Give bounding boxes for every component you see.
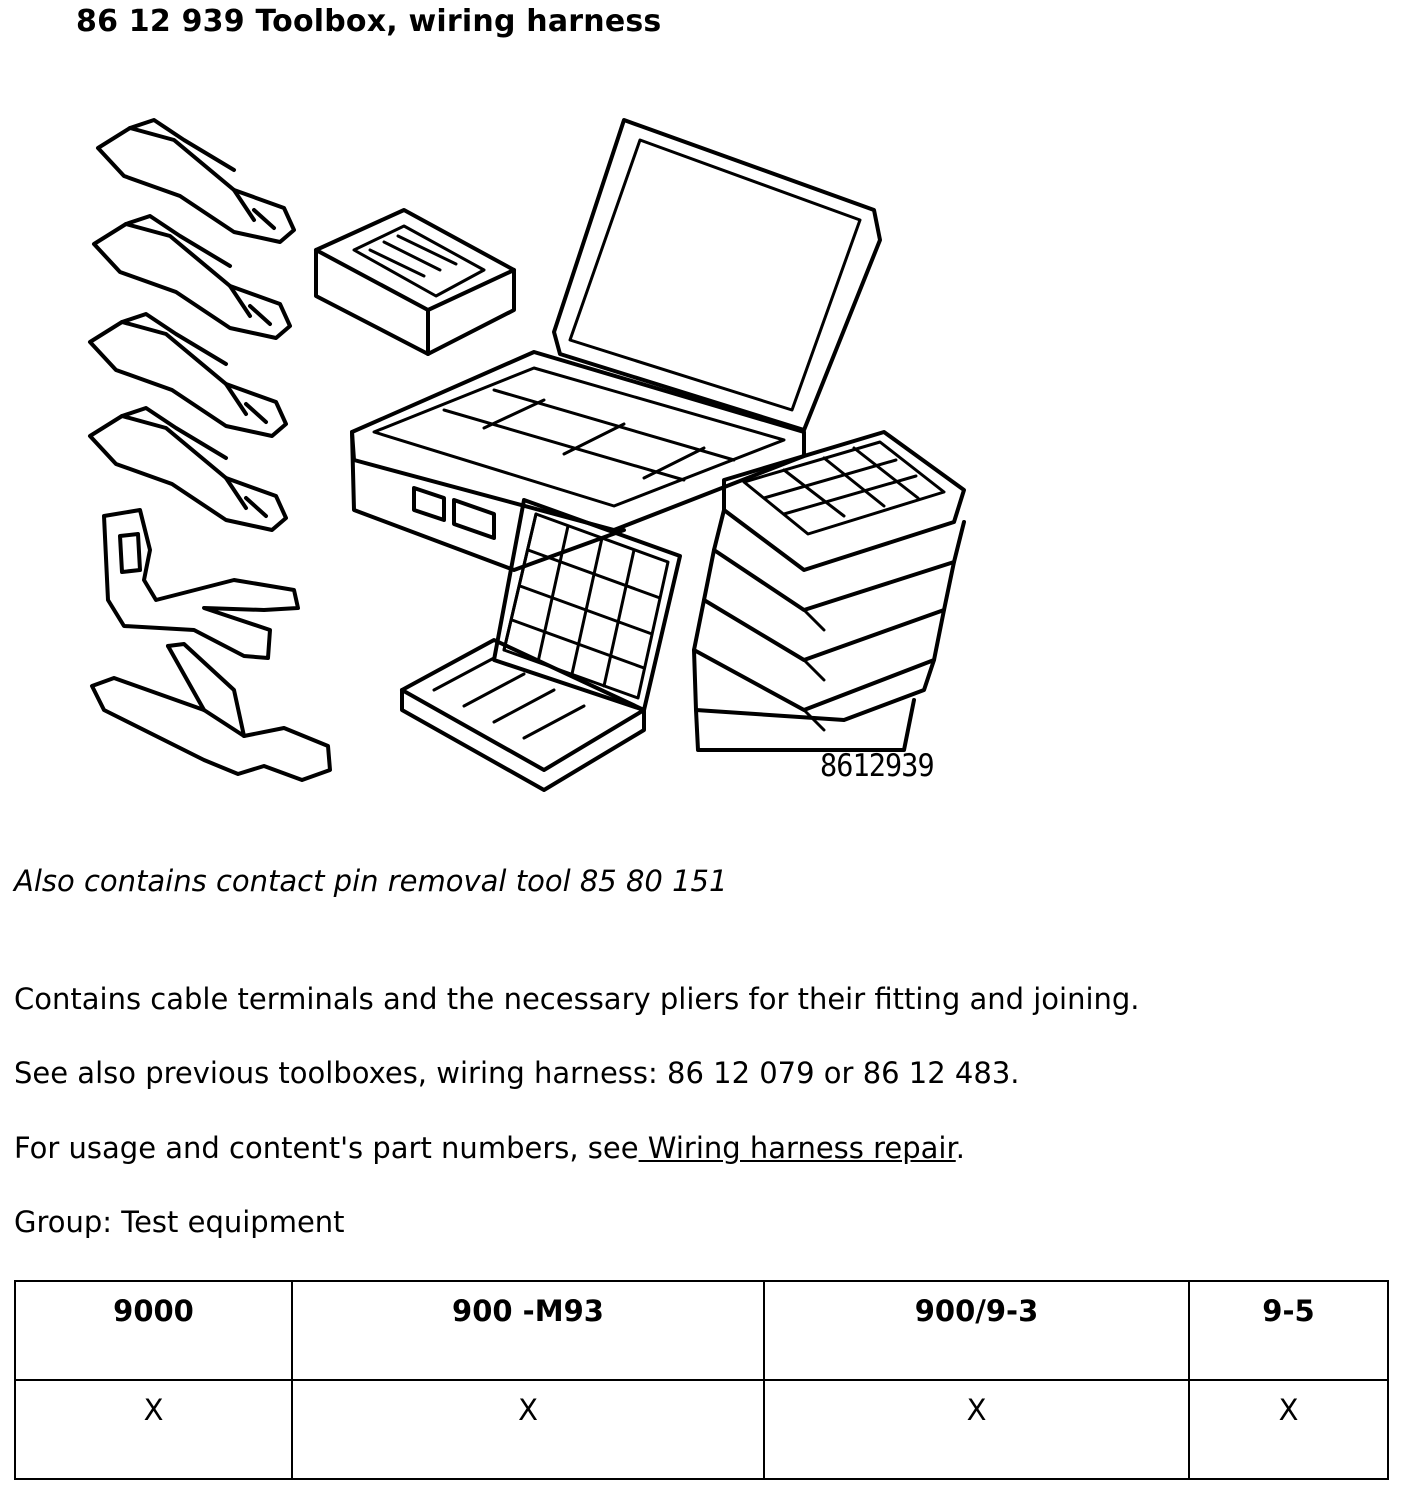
usage-prefix: For usage and content's part numbers, see	[14, 1131, 639, 1165]
table-header-cell: 900 -M93	[292, 1281, 764, 1380]
group-paragraph: Group: Test equipment	[14, 1205, 345, 1239]
see-also-paragraph: See also previous toolboxes, wiring harness: 86 12 079 or 86 12 483.	[14, 1056, 1020, 1090]
table-header-cell: 9-5	[1189, 1281, 1388, 1380]
table-header-row	[15, 1281, 1388, 1380]
usage-suffix: .	[955, 1131, 965, 1165]
table-cell: X	[1189, 1380, 1388, 1479]
table-header-cell: 900/9-3	[764, 1281, 1189, 1380]
figure-label: 8612939	[820, 748, 934, 784]
table-cell: X	[292, 1380, 764, 1479]
note-text: Also contains contact pin removal tool 85 80 151	[14, 864, 728, 898]
table-cell: X	[15, 1380, 292, 1479]
table-row	[15, 1380, 1388, 1479]
table-cell: X	[764, 1380, 1189, 1479]
terminal-box-icon	[316, 210, 514, 354]
contains-paragraph: Contains cable terminals and the necessary pliers for their fitting and joining.	[14, 982, 1140, 1016]
stacked-assortment-boxes-icon	[694, 432, 964, 750]
usage-paragraph	[14, 1131, 965, 1165]
tool-case-icon	[352, 120, 880, 570]
page-title: 86 12 939 Toolbox, wiring harness	[76, 4, 662, 39]
table-header-cell: 9000	[15, 1281, 292, 1380]
model-applicability-table	[14, 1280, 1389, 1480]
crimping-pliers-icon	[104, 510, 298, 658]
crimping-pliers-icon	[92, 644, 330, 780]
wiring-harness-repair-link[interactable]: Wiring harness repair	[638, 1131, 956, 1165]
toolbox-illustration	[84, 110, 984, 810]
